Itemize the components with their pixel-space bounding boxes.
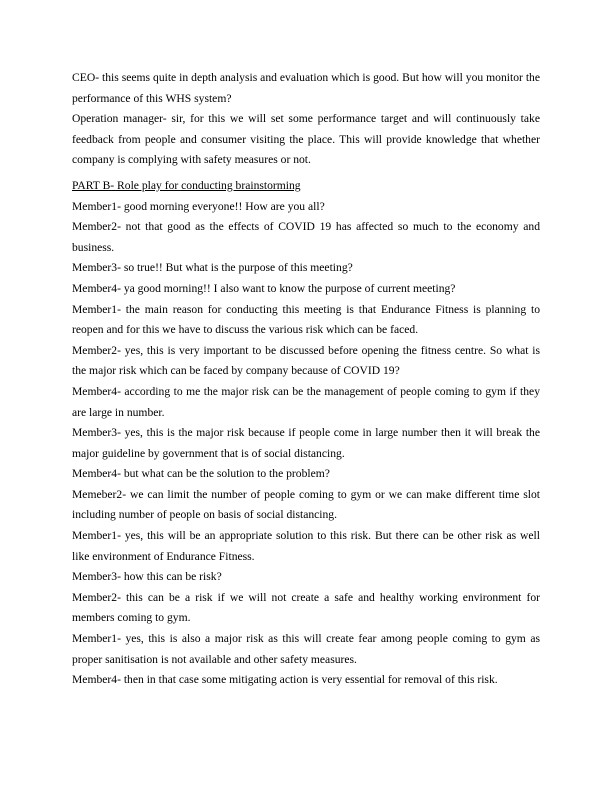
dialogue-line: Member2- not that good as the effects of COVID 19 has affected so much to the economy and business. xyxy=(72,220,540,254)
dialogue-line: Member2- yes, this is very important to be discussed before opening the fitness centre. So what is the major risk which can be faced by company because of COVID 19? xyxy=(72,343,540,378)
dialogue-line: Member3- so true!! But what is the purpose of this meeting? xyxy=(72,261,353,275)
section-heading: PART B- Role play for conducting brainstorming xyxy=(72,178,301,192)
dialogue-line: Member1- good morning everyone!! How are you all? xyxy=(72,199,325,213)
intro-paragraph-ceo: CEO- this seems quite in depth analysis and evaluation which is good. But how will you monitor the performance of this WHS system? xyxy=(72,71,540,105)
dialogue-line: Member4- ya good morning!! I also want to know the purpose of current meeting? xyxy=(72,281,456,295)
dialogue-line: Member4- then in that case some mitigating action is very essential for removal of this risk. xyxy=(72,673,498,687)
dialogue-line: Member4- according to me the major risk can be the management of people coming to gym if they are large in number. xyxy=(72,384,540,419)
dialogue-line: Memeber2- we can limit the number of people coming to gym or we can make different time slot including number of people on basis of social distancing. xyxy=(72,487,540,522)
dialogue-line: Member1- yes, this will be an appropriate solution to this risk. But there can be other risk as well like environment of Endurance Fitness. xyxy=(72,529,540,563)
dialogue-line: Member2- this can be a risk if we will not create a safe and healthy working environment for members coming to gym. xyxy=(72,590,540,625)
dialogue-line: Member3- how this can be risk? xyxy=(72,570,222,584)
intro-paragraph-operation-manager: Operation manager- sir, for this we will set some performance target and will continuously take feedback from people and consumer visiting the place. This will provide knowledge that whether company is complying with safety measures or not. xyxy=(72,112,540,167)
dialogue-line: Member1- the main reason for conducting this meeting is that Endurance Fitness is planning to reopen and for this we have to discuss the various risk which can be faced. xyxy=(72,302,540,337)
dialogue-line: Member4- but what can be the solution to the problem? xyxy=(72,467,330,481)
dialogue-line: Member3- yes, this is the major risk because if people come in large number then it will break the major guideline by government that is of social distancing. xyxy=(72,426,540,460)
document-page xyxy=(72,68,540,691)
dialogue-line: Member1- yes, this is also a major risk as this will create fear among people coming to gym as proper sanitisation is not available and other safety measures. xyxy=(72,632,540,666)
